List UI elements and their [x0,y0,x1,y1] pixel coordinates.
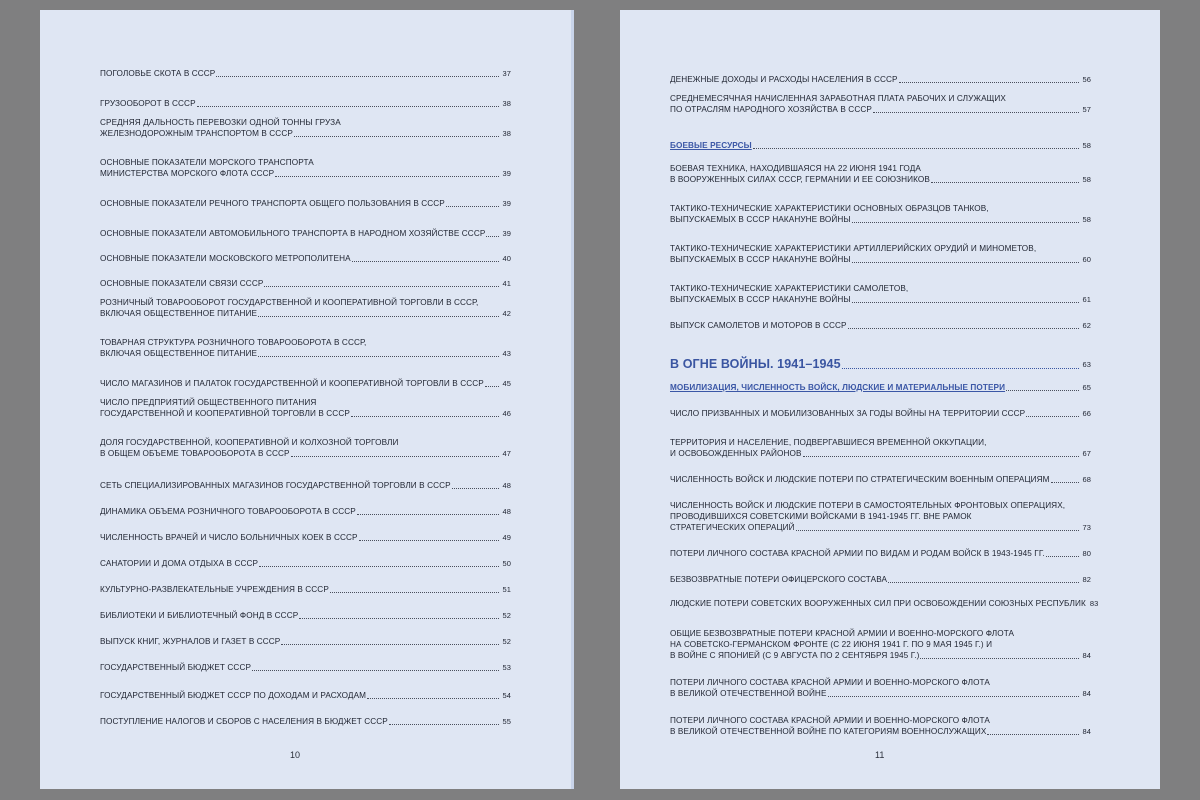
toc-entry-title: ТАКТИКО-ТЕХНИЧЕСКИЕ ХАРАКТЕРИСТИКИ САМОЛЕТОВ, [670,284,909,293]
toc-entry-line [100,157,511,168]
toc-entry-line [670,522,1091,533]
toc-entry-line [100,480,511,491]
toc-entry-line [670,548,1091,559]
toc-page-number: 43 [502,349,511,358]
toc-entry [100,117,511,139]
toc-entry-line [670,74,1091,85]
toc-section-link[interactable] [670,382,1091,393]
toc-entry-line [670,688,1091,699]
dot-leader [275,176,499,177]
toc-page-number: 68 [1082,475,1091,484]
toc-entry-line [670,174,1091,185]
toc-entry [100,337,511,359]
toc-entry [100,532,511,543]
toc-entry-line [670,408,1091,419]
toc-entry [670,574,1091,585]
toc-entry [670,320,1091,331]
dot-leader [352,261,500,262]
toc-page-number: 61 [1082,295,1091,304]
toc-entry [670,74,1091,85]
toc-entry-title: ПО ОТРАСЛЯМ НАРОДНОГО ХОЗЯЙСТВА В СССР [670,105,872,114]
toc-entry-title: РОЗНИЧНЫЙ ТОВАРООБОРОТ ГОСУДАРСТВЕННОЙ И КООПЕРАТИВНОЙ ТОРГОВЛИ В СССР, [100,298,479,307]
toc-entry-title: ЧИСЛЕННОСТЬ ВОЙСК И ЛЮДСКИЕ ПОТЕРИ В САМОСТОЯТЕЛЬНЫХ ФРОНТОВЫХ ОПЕРАЦИЯХ, [670,501,1066,510]
toc-entry-title: ЛЮДСКИЕ ПОТЕРИ СОВЕТСКИХ ВООРУЖЕННЫХ СИЛ ПРИ ОСВОБОЖДЕНИИ СОЮЗНЫХ РЕСПУБЛИК [670,599,1086,608]
toc-entry-line [670,726,1091,737]
toc-entry-line [670,294,1091,305]
toc-page-number: 37 [502,69,511,78]
right-page [620,10,1160,789]
toc-entry-title: ВКЛЮЧАЯ ОБЩЕСТВЕННОЕ ПИТАНИЕ [100,309,258,318]
toc-entry-title: ПОТЕРИ ЛИЧНОГО СОСТАВА КРАСНОЙ АРМИИ И ВОЕННО-МОРСКОГО ФЛОТА [670,678,990,687]
dot-leader [1026,416,1079,417]
dot-leader [803,456,1080,457]
toc-entry [100,297,511,319]
dot-leader [294,136,500,137]
toc-entry-title: И ОСВОБОЖДЕННЫХ РАЙОНОВ [670,449,802,458]
toc-page-number: 80 [1082,549,1091,558]
toc-page-number: 46 [502,409,511,418]
toc-entry-line [670,650,1091,661]
dot-leader [351,416,500,417]
toc-page-number: 66 [1082,409,1091,418]
page-number-right: 11 [875,750,885,760]
toc-entry [670,677,1091,699]
toc-entry-line [670,448,1091,459]
dot-leader [987,734,1079,735]
toc-entry-title: ОСНОВНЫЕ ПОКАЗАТЕЛИ МОСКОВСКОГО МЕТРОПОЛИТЕНА [100,254,351,263]
toc-entry [670,628,1091,661]
toc-entry-title: ДЕНЕЖНЫЕ ДОХОДЫ И РАСХОДЫ НАСЕЛЕНИЯ В СССР [670,75,898,84]
dot-leader [367,698,499,699]
toc-entry-line [100,716,511,727]
toc-entry-line [670,598,1099,609]
toc-entry-title: ВКЛЮЧАЯ ОБЩЕСТВЕННОЕ ПИТАНИЕ [100,349,258,358]
toc-page-number: 48 [502,507,511,516]
toc-entry-title: В ВОЙНЕ С ЯПОНИЕЙ (С 9 АВГУСТА ПО 2 СЕНТЯБРЯ 1945 Г.) [670,651,920,660]
toc-entry-title: ОСНОВНЫЕ ПОКАЗАТЕЛИ АВТОМОБИЛЬНОГО ТРАНСПОРТА В НАРОДНОМ ХОЗЯЙСТВЕ СССР [100,229,486,238]
toc-page-number: 47 [502,449,511,458]
dot-leader [299,618,499,619]
toc-entry-title: САНАТОРИИ И ДОМА ОТДЫХА В СССР [100,559,259,568]
dot-leader [330,592,500,593]
dot-leader [873,112,1080,113]
toc-entry-title: ГОСУДАРСТВЕННЫЙ БЮДЖЕТ СССР [100,663,252,672]
toc-entry-title: ГРУЗООБОРОТ В СССР [100,99,196,108]
toc-entry [100,437,511,459]
dot-leader [1046,556,1080,557]
toc-entry-title: ПРОВОДИВШИХСЯ СОВЕТСКИМИ ВОЙСКАМИ В 1941-1945 ГГ. ВНЕ РАМОК [670,512,972,521]
toc-entry [670,548,1091,559]
toc-entry-title: ВЫПУСКАЕМЫХ В СССР НАКАНУНЕ ВОЙНЫ [670,255,851,264]
toc-entry-line [670,677,1091,688]
toc-entry-line [100,117,511,128]
dot-leader [852,222,1080,223]
page-number-left: 10 [290,750,301,760]
dot-leader [359,540,500,541]
toc-entry-title: ГОСУДАРСТВЕННОЙ И КООПЕРАТИВНОЙ ТОРГОВЛИ В СССР [100,409,350,418]
toc-entry-line [670,283,1091,294]
toc-entry-line [670,203,1091,214]
toc-entry [100,68,511,79]
toc-entry [100,716,511,727]
toc-page-number: 83 [1089,599,1099,608]
dot-leader [357,514,500,515]
toc-entry-line [670,574,1091,585]
toc-entry-line [670,93,1091,104]
toc-entry-title: ПОСТУПЛЕНИЕ НАЛОГОВ И СБОРОВ С НАСЕЛЕНИЯ В БЮДЖЕТ СССР [100,717,388,726]
toc-entry-title: ВЫПУСКАЕМЫХ В СССР НАКАНУНЕ ВОЙНЫ [670,215,851,224]
toc-entry-line [100,662,511,673]
toc-entry-title: ЧИСЛО ПРЕДПРИЯТИЙ ОБЩЕСТВЕННОГО ПИТАНИЯ [100,398,317,407]
toc-page-number: 57 [1082,105,1091,114]
toc-entry [100,584,511,595]
dot-leader [899,82,1080,83]
toc-entry-line [670,500,1091,511]
dot-leader [446,206,500,207]
toc-entry-title: МОБИЛИЗАЦИЯ, ЧИСЛЕННОСТЬ ВОЙСК, ЛЮДСКИЕ И МАТЕРИАЛЬНЫЕ ПОТЕРИ [670,383,1006,392]
toc-entry-title: ОСНОВНЫЕ ПОКАЗАТЕЛИ РЕЧНОГО ТРАНСПОРТА ОБЩЕГО ПОЛЬЗОВАНИЯ В СССР [100,199,445,208]
toc-entry-title: В ВООРУЖЕННЫХ СИЛАХ СССР, ГЕРМАНИИ И ЕЕ СОЮЗНИКОВ [670,175,930,184]
toc-entry-title: СРЕДНЕМЕСЯЧНАЯ НАЧИСЛЕННАЯ ЗАРАБОТНАЯ ПЛАТА РАБОЧИХ И СЛУЖАЩИХ [670,94,1006,103]
dot-leader [842,368,1080,369]
toc-page-number: 39 [502,169,511,178]
dot-leader [486,236,499,237]
toc-entry [100,690,511,701]
toc-entry-title: БЕЗВОЗВРАТНЫЕ ПОТЕРИ ОФИЦЕРСКОГО СОСТАВА [670,575,888,584]
toc-page-number: 65 [1082,383,1091,392]
toc-entry-title: ОБЩИЕ БЕЗВОЗВРАТНЫЕ ПОТЕРИ КРАСНОЙ АРМИИ И ВОЕННО-МОРСКОГО ФЛОТА [670,629,1015,638]
toc-entry [100,253,511,264]
toc-entry-title: ТОВАРНАЯ СТРУКТУРА РОЗНИЧНОГО ТОВАРООБОРОТА В СССР, [100,338,367,347]
dot-leader [753,148,1080,149]
dot-leader [252,670,499,671]
toc-entry-line [100,348,511,359]
toc-entry [100,662,511,673]
toc-entry [670,163,1091,185]
dot-leader [258,316,499,317]
toc-entry-line [670,104,1091,115]
toc-entry [670,203,1091,225]
toc-page-number: 58 [1082,141,1091,150]
toc-entry [670,715,1091,737]
toc-entry-line [100,98,511,109]
toc-entry [670,283,1091,305]
dot-leader [281,644,499,645]
toc-entry-title: БОЕВЫЕ РЕСУРСЫ [670,141,752,150]
toc-entry-line [670,511,1091,522]
toc-entry-title: ЖЕЛЕЗНОДОРОЖНЫМ ТРАНСПОРТОМ В СССР [100,129,293,138]
toc-entry-title: В ОГНЕ ВОЙНЫ. 1941–1945 [670,357,841,371]
toc-entry-title: СРЕДНЯЯ ДАЛЬНОСТЬ ПЕРЕВОЗКИ ОДНОЙ ТОННЫ ГРУЗА [100,118,341,127]
toc-page-number: 39 [502,229,511,238]
dot-leader [1006,390,1079,391]
toc-entry [100,558,511,569]
toc-entry-line [100,228,511,239]
dot-leader [852,302,1080,303]
toc-page-number: 54 [502,691,511,700]
toc-page-number: 56 [1082,75,1091,84]
toc-entry [100,198,511,209]
toc-page-number: 82 [1082,575,1091,584]
toc-page-number: 51 [502,585,511,594]
toc-entry-line [100,337,511,348]
toc-entry-line [100,128,511,139]
toc-page-number: 41 [502,279,511,288]
toc-entry-title: ЧИСЛЕННОСТЬ ВРАЧЕЙ И ЧИСЛО БОЛЬНИЧНЫХ КОЕК В СССР [100,533,358,542]
toc-entry-line [100,448,511,459]
toc-entry [100,610,511,621]
toc-page-number: 53 [502,663,511,672]
dot-leader [848,328,1080,329]
toc-page-number: 73 [1082,523,1091,532]
toc-page-number: 58 [1082,175,1091,184]
toc-entry-line [670,628,1091,639]
toc-page-number: 38 [502,129,511,138]
toc-entry-title: В ВЕЛИКОЙ ОТЕЧЕСТВЕННОЙ ВОЙНЕ [670,689,827,698]
toc-entry-title: ВЫПУСК САМОЛЕТОВ И МОТОРОВ В СССР [670,321,847,330]
toc-entry-title: БИБЛИОТЕКИ И БИБЛИОТЕЧНЫЙ ФОНД В СССР [100,611,299,620]
toc-entry-title: ПОТЕРИ ЛИЧНОГО СОСТАВА КРАСНОЙ АРМИИ И ВОЕННО-МОРСКОГО ФЛОТА [670,716,990,725]
toc-entry-line [100,168,511,179]
toc-entry [100,506,511,517]
toc-page-number: 50 [502,559,511,568]
toc-page-number: 38 [502,99,511,108]
toc-entry-title: ЧИСЛЕННОСТЬ ВОЙСК И ЛЮДСКИЕ ПОТЕРИ ПО СТРАТЕГИЧЕСКИМ ВОЕННЫМ ОПЕРАЦИЯМ [670,475,1050,484]
toc-entry-line [100,506,511,517]
dot-leader [852,262,1080,263]
toc-entry-title: В ВЕЛИКОЙ ОТЕЧЕСТВЕННОЙ ВОЙНЕ ПО КАТЕГОРИЯМ ВОЕННОСЛУЖАЩИХ [670,727,987,736]
toc-entry-line [100,636,511,647]
toc-page-number: 42 [502,309,511,318]
toc-entry [670,598,1099,609]
toc-entry-line [670,357,1091,372]
toc-page-number: 49 [502,533,511,542]
dot-leader [920,658,1079,659]
toc-page-number: 58 [1082,215,1091,224]
toc-page-number: 45 [502,379,511,388]
toc-page-number: 84 [1082,651,1091,660]
toc-entry-line [100,690,511,701]
toc-entry [100,228,511,239]
toc-entry-line [670,214,1091,225]
toc-entry-title: ПОГОЛОВЬЕ СКОТА В СССР [100,69,216,78]
toc-entry [100,278,511,289]
dot-leader [259,566,499,567]
toc-page-number: 60 [1082,255,1091,264]
dot-leader [931,182,1080,183]
dot-leader [258,356,499,357]
toc-entry-line [100,437,511,448]
toc-entry [100,480,511,491]
toc-entry-line [100,408,511,419]
toc-entry-line [670,639,1091,650]
toc-page-number: 55 [502,717,511,726]
toc-page-number: 52 [502,637,511,646]
dot-leader [796,530,1080,531]
toc-entry-line [100,532,511,543]
toc-entry [100,378,511,389]
toc-entry [670,500,1091,533]
toc-entry-line [100,198,511,209]
toc-entry-title: ОСНОВНЫЕ ПОКАЗАТЕЛИ МОРСКОГО ТРАНСПОРТА [100,158,314,167]
dot-leader [828,696,1080,697]
toc-page-number: 63 [1082,360,1091,369]
toc-entry-title: ГОСУДАРСТВЕННЫЙ БЮДЖЕТ СССР ПО ДОХОДАМ И РАСХОДАМ [100,691,367,700]
dot-leader [485,386,500,387]
dot-leader [216,76,499,77]
toc-page-number: 52 [502,611,511,620]
left-page [40,10,574,789]
toc-page-number: 62 [1082,321,1091,330]
dot-leader [1051,482,1080,483]
toc-entry-title: ДИНАМИКА ОБЪЕМА РОЗНИЧНОГО ТОВАРООБОРОТА В СССР [100,507,356,516]
toc-page-number: 40 [502,254,511,263]
toc-entry-line [100,278,511,289]
toc-entry-line [670,320,1091,331]
toc-chapter-heading [670,357,1091,372]
toc-entry-line [100,378,511,389]
toc-entry [100,636,511,647]
toc-page-number: 67 [1082,449,1091,458]
toc-section-link[interactable] [670,140,1091,151]
toc-entry-title: КУЛЬТУРНО-РАЗВЛЕКАТЕЛЬНЫЕ УЧРЕЖДЕНИЯ В СССР [100,585,329,594]
toc-entry-title: БОЕВАЯ ТЕХНИКА, НАХОДИВШАЯСЯ НА 22 ИЮНЯ 1941 ГОДА [670,164,921,173]
toc-page-number: 84 [1082,727,1091,736]
toc-entry-line [670,382,1091,393]
toc-entry [670,437,1091,459]
dot-leader [452,488,500,489]
toc-entry-title: ЧИСЛО ПРИЗВАННЫХ И МОБИЛИЗОВАННЫХ ЗА ГОДЫ ВОЙНЫ НА ТЕРРИТОРИИ СССР [670,409,1026,418]
toc-entry [100,397,511,419]
toc-entry-line [100,558,511,569]
toc-page-number: 39 [502,199,511,208]
toc-page-number: 84 [1082,689,1091,698]
toc-entry-line [670,163,1091,174]
toc-page-number: 48 [502,481,511,490]
dot-leader [888,582,1079,583]
toc-entry-line [670,474,1091,485]
toc-entry [100,157,511,179]
toc-entry-title: ВЫПУСКАЕМЫХ В СССР НАКАНУНЕ ВОЙНЫ [670,295,851,304]
toc-entry-title: СТРАТЕГИЧЕСКИХ ОПЕРАЦИЙ [670,523,795,532]
toc-entry-title: МИНИСТЕРСТВА МОРСКОГО ФЛОТА СССР [100,169,275,178]
toc-entry-title: ТАКТИКО-ТЕХНИЧЕСКИЕ ХАРАКТЕРИСТИКИ ОСНОВНЫХ ОБРАЗЦОВ ТАНКОВ, [670,204,989,213]
toc-entry-line [670,243,1091,254]
dot-leader [264,286,499,287]
toc-entry-title: В ОБЩЕМ ОБЪЕМЕ ТОВАРООБОРОТА В СССР [100,449,290,458]
toc-entry-line [670,140,1091,151]
toc-entry-line [100,297,511,308]
toc-entry [670,93,1091,115]
toc-entry-title: ТАКТИКО-ТЕХНИЧЕСКИЕ ХАРАКТЕРИСТИКИ АРТИЛЛЕРИЙСКИХ ОРУДИЙ И МИНОМЕТОВ, [670,244,1037,253]
toc-entry [670,474,1091,485]
toc-entry [670,408,1091,419]
toc-entry [100,98,511,109]
toc-entry-title: НА СОВЕТСКО-ГЕРМАНСКОМ ФРОНТЕ (С 22 ИЮНЯ 1941 Г. ПО 9 МАЯ 1945 Г.) И [670,640,993,649]
toc-entry-title: ВЫПУСК КНИГ, ЖУРНАЛОВ И ГАЗЕТ В СССР [100,637,281,646]
toc-entry-line [100,584,511,595]
toc-entry-title: ДОЛЯ ГОСУДАРСТВЕННОЙ, КООПЕРАТИВНОЙ И КОЛХОЗНОЙ ТОРГОВЛИ [100,438,399,447]
toc-entry-title: ЧИСЛО МАГАЗИНОВ И ПАЛАТОК ГОСУДАРСТВЕННОЙ И КООПЕРАТИВНОЙ ТОРГОВЛИ В СССР [100,379,484,388]
toc-entry [670,243,1091,265]
toc-entry-title: ТЕРРИТОРИЯ И НАСЕЛЕНИЕ, ПОДВЕРГАВШИЕСЯ ВРЕМЕННОЙ ОККУПАЦИИ, [670,438,987,447]
toc-entry-line [670,715,1091,726]
dot-leader [389,724,500,725]
toc-entry-line [100,610,511,621]
toc-entry-line [100,308,511,319]
dot-leader [197,106,500,107]
toc-entry-title: ОСНОВНЫЕ ПОКАЗАТЕЛИ СВЯЗИ СССР [100,279,264,288]
toc-entry-line [670,254,1091,265]
toc-entry-title: СЕТЬ СПЕЦИАЛИЗИРОВАННЫХ МАГАЗИНОВ ГОСУДАРСТВЕННОЙ ТОРГОВЛИ В СССР [100,481,451,490]
toc-entry-line [100,253,511,264]
toc-entry-title: ПОТЕРИ ЛИЧНОГО СОСТАВА КРАСНОЙ АРМИИ ПО ВИДАМ И РОДАМ ВОЙСК В 1943-1945 ГГ. [670,549,1045,558]
dot-leader [291,456,500,457]
toc-entry-line [100,397,511,408]
toc-entry-line [100,68,511,79]
toc-entry-line [670,437,1091,448]
